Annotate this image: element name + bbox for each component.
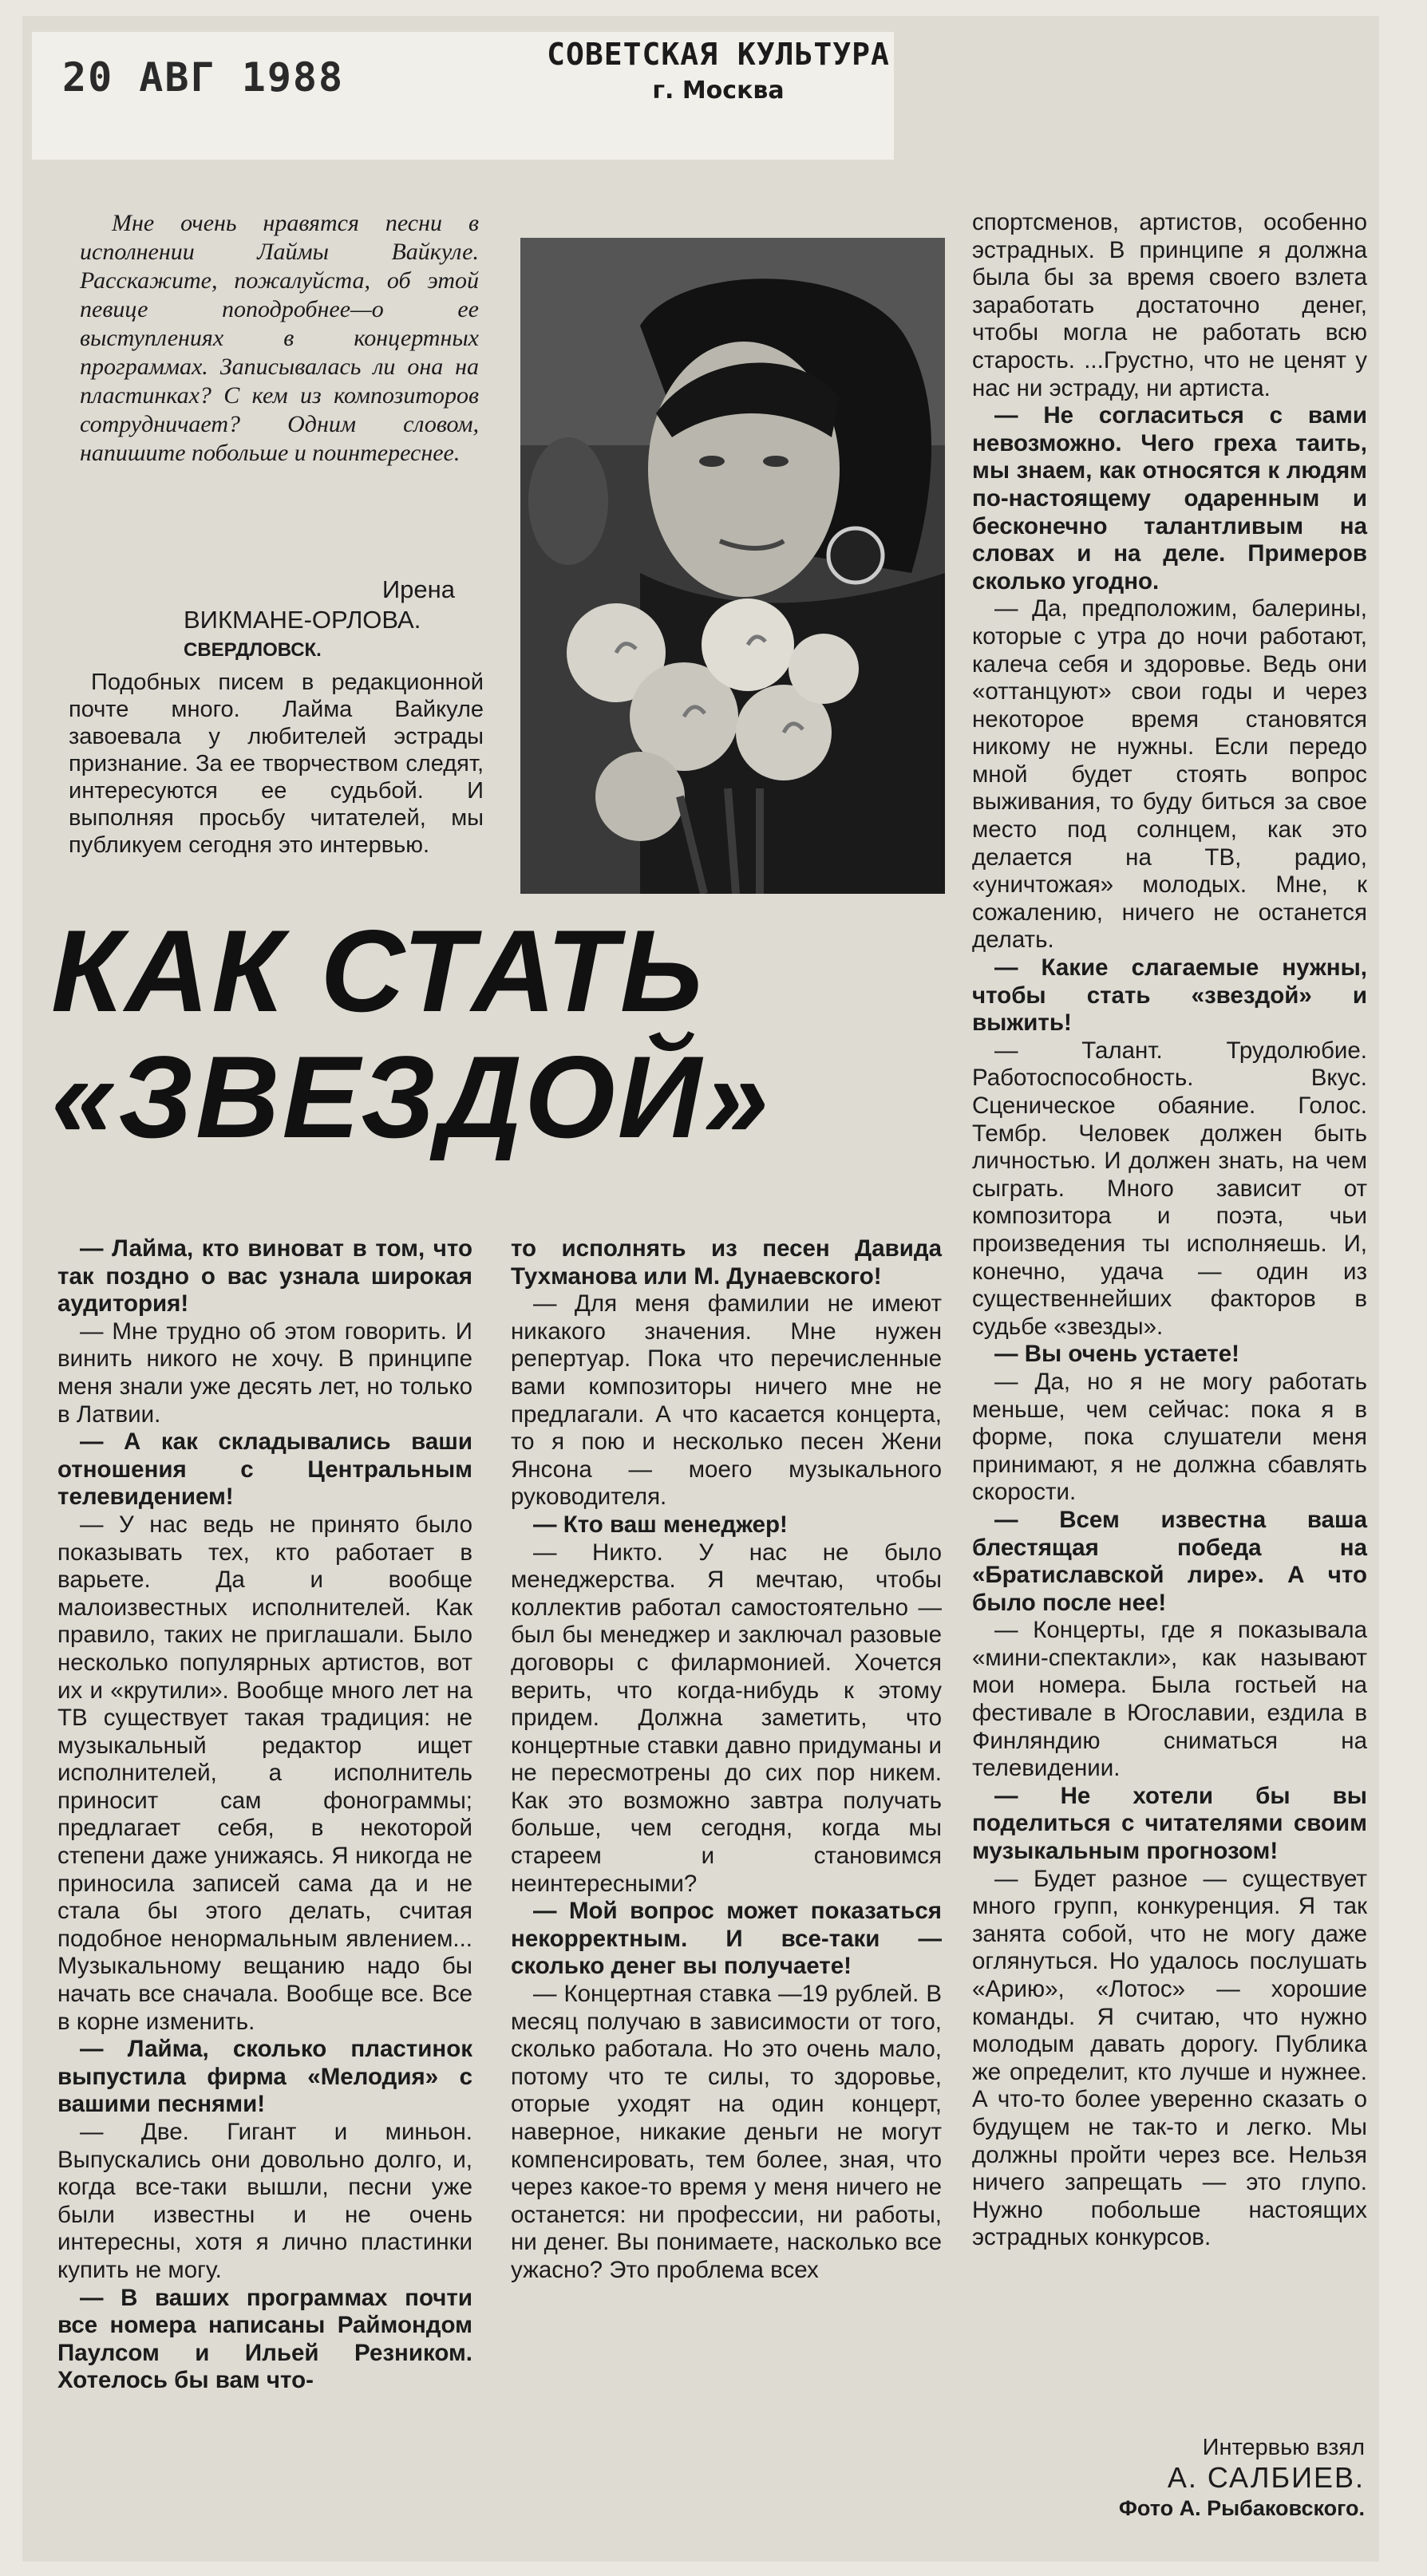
source-stamp (543, 37, 894, 105)
interview-question: — Лайма, кто виноват в том, что так поздно о вас узнала широкая аудитория! (57, 1235, 472, 1318)
article-credit (1006, 2432, 1365, 2523)
editorial-intro (69, 669, 484, 859)
headline-line-2: «ЗВЕЗДОЙ» (51, 1032, 771, 1162)
date-stamp: 20 АВГ 1988 (62, 54, 345, 101)
credit-interviewer: А. САЛБИЕВ. (1167, 2461, 1365, 2494)
interview-answer: — Да, но я не могу работать меньше, чем сейчас: пока я в форме, пока слушатели меня принимают, я не должна сбавлять скорости. (972, 1368, 1367, 1506)
headline-line-1: КАК СТАТЬ (51, 906, 706, 1036)
interview-question: — Не согласиться с вами невозможно. Чего греха таить, мы знаем, как относятся к людям по-настоящему одаренным и бесконечно талантливым на словах и на деле. Примеров сколько угодно. (972, 402, 1367, 595)
interview-column-1 (57, 1235, 472, 2395)
interview-question: — Всем известна ваша блестящая победа на «Братиславской лире». А что было после нее! (972, 1506, 1367, 1616)
interview-question: — Вы очень устаете! (994, 1341, 1239, 1368)
singer-photo (520, 238, 945, 894)
letter-author-first-name: Ирена (381, 575, 455, 603)
interview-answer: — Никто. У нас не было менеджерства. Я мечтаю, чтобы коллектив работал самостоятельно — был бы менеджер и заключал разовые договоры с филармонией. Хочется верить, что когда-нибудь к этому придем. Должна заметить, что концертные ставки давно придуманы и не пересмотрены до сих пор никем. Как это возможно завтра получать больше, чем сегодня, когда мы стареем и становимся неинтересными? (511, 1539, 942, 1897)
interview-answer: — Мне трудно об этом говорить. И винить никого не хочу. В принципе меня знали уже десять лет, но только в Латвии. (57, 1318, 472, 1428)
interview-question: то исполнять из песен Давида Тухманова или М. Дунаевского! (511, 1235, 942, 1290)
newspaper-city: г. Москва (652, 77, 785, 105)
interview-answer: спортсменов, артистов, особенно эстрадных. В принципе я должна была бы за время своего взлета заработать достаточно денег, чтобы могла не работать всю старость. ...Грустно, что не ценят у нас ни эстраду, ни артиста. (972, 209, 1367, 401)
article-headline (51, 908, 929, 1160)
interview-answer: — Для меня фамилии не имеют никакого значения. Мне нужен репертуар. Пока что перечисленные вами композиторы ничего мне не предлагали. А что касается концерта, то я пою и несколько песен Жени Янсона — моего музыкального руководителя. (511, 1290, 942, 1511)
interview-question: — В ваших программах почти все номера написаны Раймондом Паулсом и Ильей Резником. Хотелось бы вам что- (57, 2284, 472, 2394)
letter-author-city: СВЕРДЛОВСК. (184, 639, 322, 661)
letter-author-surname: ВИКМАНЕ-ОРЛОВА. (184, 606, 421, 634)
reader-letter (80, 209, 479, 468)
interview-question: — Какие слагаемые нужны, чтобы стать «звездой» и выжить! (972, 954, 1367, 1037)
interview-column-2 (511, 1235, 942, 2285)
interview-question: — Мой вопрос может показаться некорректным. И все-таки — сколько денег вы получаете! (511, 1898, 942, 1980)
interview-question: — А как складывались ваши отношения с Центральным телевидением! (57, 1428, 472, 1511)
interview-answer: — Две. Гигант и миньон. Выпускались они довольно долго, и, когда все-таки вышли, песни уже были известны и не очень интересны, хотя я лично пластинки купить не могу. (57, 2119, 472, 2283)
interview-answer: — Да, предположим, балерины, которые с утра до ночи работают, калеча себя и здоровье. Ведь они «оттанцуют» свои годы и через некоторое время становятся никому не нужны. Если передо мной будет стоять вопрос выживания, то буду биться за свое место под солнцем, как это делается на ТВ, радио, «уничтожая» молодых. Мне, к сожалению, ничего не останется делать. (972, 595, 1367, 954)
interview-question: — Кто ваш менеджер! (533, 1511, 788, 1538)
reader-letter-text: Мне очень нравятся песни в исполнении Лаймы Вайкуле. Расскажите, пожалуйста, об этой певице поподробнее—о ее выступлениях в концертных программах. Записывалась ли она на пластинках? С кем из композиторов сотрудничает? Одним словом, напишите побольше и поинтереснее. (80, 210, 479, 466)
credit-line: Интервью взял (1202, 2435, 1365, 2460)
interview-question: — Не хотели бы вы поделиться с читателями своим музыкальным прогнозом! (972, 1782, 1367, 1865)
credit-photographer: Фото А. Рыбаковского. (1118, 2496, 1365, 2520)
interview-answer: — Концертная ставка —19 рублей. В месяц получаю в зависимости от того, сколько работала. Но это очень мало, потому что те силы, то здоровье, оторые уходят на один концерт, наверное, никакие деньги не могут компенсировать, тем более, зная, что через какое-то время у меня ничего не останется: ни профессии, ни работы, ни денег. Вы понимаете, насколько все ужасно? Это проблема всех (511, 1981, 942, 2283)
interview-answer: — Будет разное — существует много групп, конкуренция. Я так занята собой, что не могу даже оглянуться. Но удалось послушать «Арию», «Лотос» — хорошие команды. Я считаю, что нужно молодым давать дорогу. Публика же определит, кто лучше и нужнее. А что-то более уверенно сказать о будущем не так-то и легко. Мы должны пройти через все. Нельзя ничего запрещать — это глупо. Нужно побольше настоящих эстрадных конкурсов. (972, 1865, 1367, 2251)
interview-column-3 (972, 209, 1367, 2252)
interview-answer: — Концерты, где я показывала «мини-спектакли», как называют мои номера. Была гостьей на фестивале в Югославии, ездила в Финляндию сниматься на телевидении. (972, 1617, 1367, 1782)
singer-photo-illustration (520, 238, 945, 894)
interview-answer: — У нас ведь не принято было показывать тех, кто работает в варьете. Да и вообще малоизвестных исполнителей. Как правило, таких не приглашали. Было несколько популярных артистов, вот их и «крутили». Вообще много лет на ТВ существует такая традиция: не музыкальный редактор ищет исполнителей, а исполнитель приносит сам фонограммы; предлагает себя, в некоторой степени даже унижаясь. Я никогда не приносила записей сама да и не стала бы этого делать, считая подобное ненормальным явлением... Музыкальному вещанию надо бы начать все сначала. Вообще все. Все в корне изменить. (57, 1511, 472, 2035)
newspaper-name: СОВЕТСКАЯ КУЛЬТУРА (547, 37, 890, 72)
editorial-intro-text: Подобных писем в редакционной почте много. Лайма Вайкуле завоевала у любителей эстрады признание. За ее творчеством следят, интересуются ее судьбой. И выполняя просьбу читателей, мы публикуем сегодня это интервью. (69, 670, 484, 858)
interview-answer: — Талант. Трудолюбие. Работоспособность. Вкус. Сценическое обаяние. Голос. Тембр. Человек должен быть личностью. И должен знать, на чем сыграть. Много зависит от композитора и поэта, чьи произведения ты исполняешь. И, конечно, удача — один из существеннейших факторов в судьбе «звезды». (972, 1037, 1367, 1340)
interview-question: — Лайма, сколько пластинок выпустила фирма «Мелодия» с вашими песнями! (57, 2036, 472, 2118)
letter-signature (184, 575, 455, 666)
